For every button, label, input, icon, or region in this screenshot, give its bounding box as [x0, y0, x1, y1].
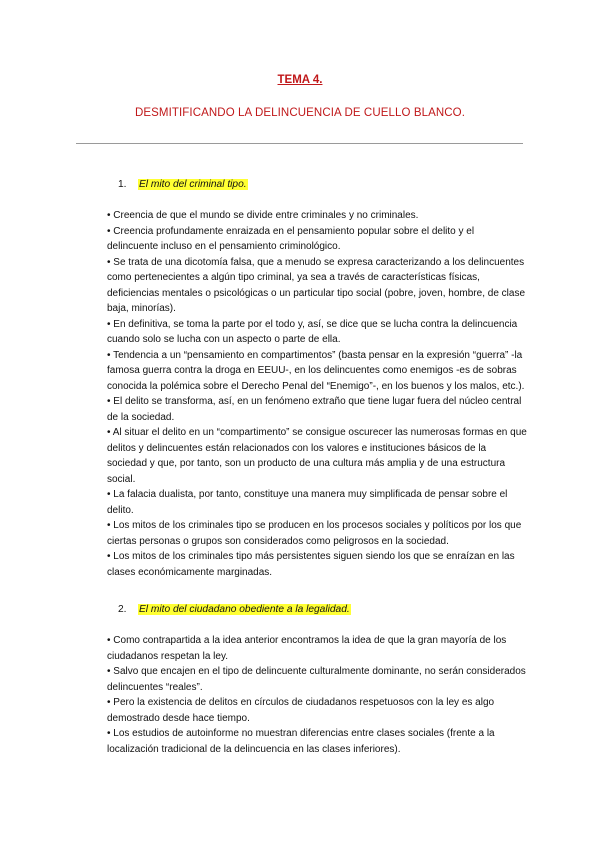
list-item: • Los mitos de los criminales tipo se producen en los procesos sociales y políticos por los que ciertas personas o grupos son considerados como peligrosos en la sociedad.	[107, 518, 527, 549]
list-item: • Pero la existencia de delitos en círculos de ciudadanos respetuosos con la ley es algo demostrado desde hace tiempo.	[107, 695, 527, 726]
list-item: • Salvo que encajen en el tipo de delincuente culturalmente dominante, no serán considerados delincuentes “reales”.	[107, 664, 527, 695]
list-item: • Se trata de una dicotomía falsa, que a menudo se expresa caracterizando a los delincuentes como pertenecientes a algún tipo criminal, ya sea a través de características físicas, deficiencias mentales o psicológicas o un particular tipo social (pobre, joven, hombre, de clase baja, minorías).	[107, 255, 527, 317]
list-item: • Creencia de que el mundo se divide entre criminales y no criminales.	[107, 208, 527, 224]
page-subtitle: DESMITIFICANDO LA DELINCUENCIA DE CUELLO BLANCO.	[134, 107, 466, 119]
section-number: 1.	[118, 179, 127, 190]
list-item: • Tendencia a un “pensamiento en compartimentos” (basta pensar en la expresión “guerra” -la famosa guerra contra la droga en EEUU-, en los delincuentes como enemigos -es de sobras conocida la polémica sobre el Derecho Penal del “Enemigo”-, en los buenos y los malos, etc.).	[107, 348, 527, 395]
section-number: 2.	[118, 604, 127, 615]
list-item: • El delito se transforma, así, en un fenómeno extraño que tiene lugar fuera del núcleo central de la sociedad.	[107, 394, 527, 425]
list-item: • Como contrapartida a la idea anterior encontramos la idea de que la gran mayoría de los ciudadanos respetan la ley.	[107, 633, 527, 664]
list-item: • Al situar el delito en un “compartimento” se consigue oscurecer las numerosas formas en que delitos y delincuentes están relacionados con los valores e instituciones básicos de la sociedad y que, por tanto, son un producto de una cultura más amplia y de una estructura social.	[107, 425, 527, 487]
section-heading-1	[118, 179, 248, 190]
section-heading-text: El mito del ciudadano obediente a la legalidad.	[139, 604, 350, 615]
list-item: • La falacia dualista, por tanto, constituye una manera muy simplificada de pensar sobre el delito.	[107, 487, 527, 518]
section-heading-text: El mito del criminal tipo.	[139, 179, 247, 190]
horizontal-divider	[76, 143, 523, 144]
bullet-list-1	[107, 208, 527, 580]
list-item: • Los estudios de autoinforme no muestran diferencias entre clases sociales (frente a la localización tradicional de la delincuencia en las clases inferiores).	[107, 726, 527, 757]
page-title: TEMA 4.	[277, 74, 323, 86]
list-item: • En definitiva, se toma la parte por el todo y, así, se dice que se lucha contra la delincuencia cuando solo se lucha con un aspecto o parte de ella.	[107, 317, 527, 348]
bullet-list-2	[107, 633, 527, 757]
section-heading-2	[118, 604, 351, 615]
list-item: • Creencia profundamente enraizada en el pensamiento popular sobre el delito y el delincuente incluso en el pensamiento criminológico.	[107, 224, 527, 255]
list-item: • Los mitos de los criminales tipo más persistentes siguen siendo los que se enraízan en las clases económicamente marginadas.	[107, 549, 527, 580]
